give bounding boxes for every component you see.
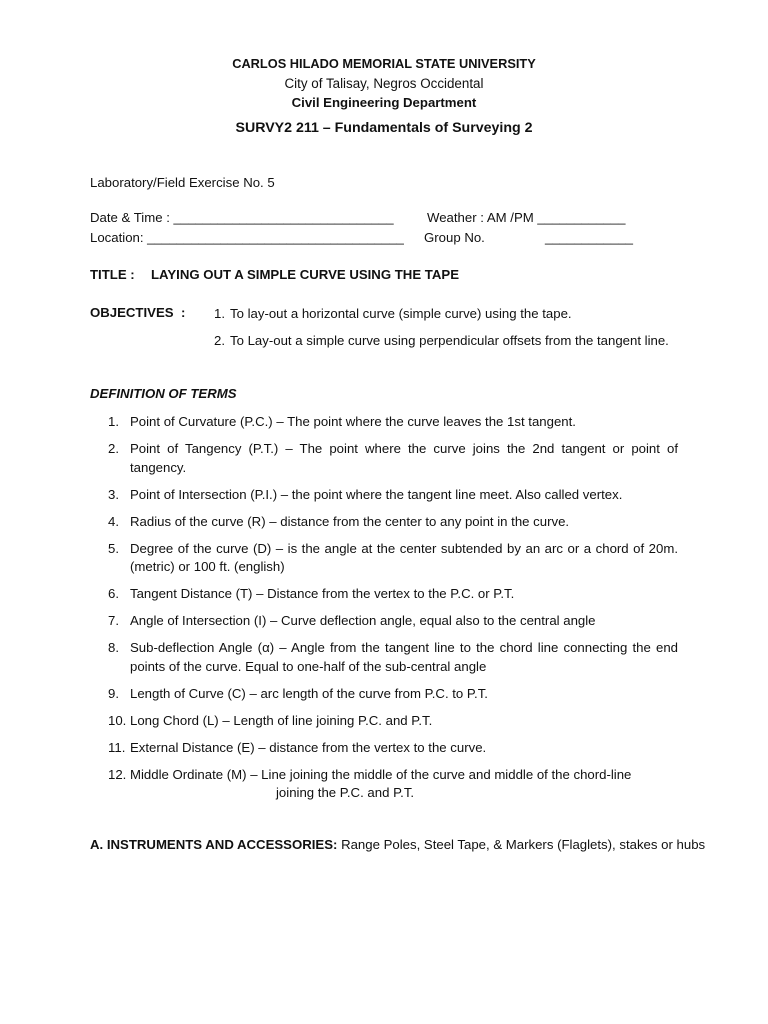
definition-item — [104, 486, 678, 505]
definition-text-block — [130, 766, 678, 803]
definition-item — [104, 712, 678, 731]
instruments-text: Range Poles, Steel Tape, & Markers (Flaglets), stakes or hubs — [341, 837, 706, 852]
objectives-label: OBJECTIVES — [90, 305, 174, 320]
definition-number: 6. — [108, 586, 119, 601]
definition-text: Point of Curvature (P.C.) – The point where the curve leaves the 1st tangent. — [130, 414, 576, 429]
definition-item — [104, 585, 678, 604]
university-name: CARLOS HILADO MEMORIAL STATE UNIVERSITY — [232, 56, 536, 71]
objective-text: To lay-out a horizontal curve (simple curve) using the tape. — [230, 306, 572, 321]
definition-text: Length of Curve (C) – arc length of the curve from P.C. to P.T. — [130, 685, 488, 701]
definition-number: 10. — [108, 712, 127, 728]
objectives-colon: : — [181, 305, 186, 320]
course-title: SURVY2 211 – Fundamentals of Surveying 2 — [235, 120, 533, 136]
group-label: Group No. — [424, 230, 485, 245]
location-field: Location: ___________________________________ — [90, 230, 404, 245]
objective-text: To Lay-out a simple curve using perpendicular offsets from the tangent line. — [230, 332, 669, 348]
definition-item — [104, 513, 678, 532]
definition-number: 3. — [108, 486, 119, 502]
definition-item — [104, 639, 678, 676]
definition-number: 7. — [108, 613, 119, 628]
definition-item — [104, 440, 678, 477]
date-time-field: Date & Time : ______________________________ — [90, 210, 394, 225]
definition-number: 2. — [108, 441, 119, 456]
definition-number: 5. — [108, 540, 119, 556]
instruments-label: A. INSTRUMENTS AND ACCESSORIES: — [90, 837, 338, 852]
definition-text: Long Chord (L) – Length of line joining P.C. and P.T. — [130, 712, 433, 728]
definitions-heading: DEFINITION OF TERMS — [90, 386, 237, 401]
objective-number: 2. — [214, 332, 225, 348]
definition-text: Point of Intersection (P.I.) – the point where the tangent line meet. Also called vertex. — [130, 486, 623, 502]
definition-text: Sub-deflection Angle (α) – Angle from the tangent line to the chord line connecting the end points of the curve. Equal to one-half of the sub-central angle — [130, 640, 678, 674]
group-blank: ____________ — [545, 230, 634, 245]
objectives-list — [214, 305, 678, 358]
definition-number: 1. — [108, 414, 119, 429]
definition-item — [104, 739, 678, 758]
definition-number: 8. — [108, 640, 119, 655]
title-label: TITLE : — [90, 267, 135, 282]
definition-item — [104, 766, 678, 803]
definition-text: Radius of the curve (R) – distance from the center to any point in the curve. — [130, 513, 570, 529]
definition-item — [104, 413, 678, 432]
definition-number: 12. — [108, 766, 127, 782]
definition-text: Middle Ordinate (M) – Line joining the middle of the curve and middle of the chord-line — [130, 766, 632, 782]
definition-text: Tangent Distance (T) – Distance from the vertex to the P.C. or P.T. — [130, 586, 515, 601]
definition-item — [104, 685, 678, 704]
definition-continuation: joining the P.C. and P.T. — [276, 785, 415, 800]
exercise-label: Laboratory/Field Exercise No. 5 — [90, 175, 275, 190]
university-city: City of Talisay, Negros Occidental — [284, 76, 484, 91]
definition-item — [104, 612, 678, 631]
title-text: LAYING OUT A SIMPLE CURVE USING THE TAPE — [151, 267, 459, 282]
objective-item — [214, 332, 678, 351]
definition-number: 11. — [108, 739, 126, 755]
definition-text: Point of Tangency (P.T.) – The point where the curve joins the 2nd tangent or point of tangency. — [130, 441, 678, 475]
definition-number: 4. — [108, 513, 119, 529]
definition-text: Degree of the curve (D) – is the angle at the center subtended by an arc or a chord of 20m. (metric) or 100 ft. (english) — [130, 540, 678, 574]
definition-text: External Distance (E) – distance from the vertex to the curve. — [130, 739, 487, 755]
instruments-line — [90, 837, 705, 852]
weather-field: Weather : AM /PM ____________ — [427, 210, 626, 225]
objective-item — [214, 305, 678, 324]
definition-item — [104, 540, 678, 577]
department-name: Civil Engineering Department — [291, 95, 477, 110]
definition-text: Angle of Intersection (I) – Curve deflection angle, equal also to the central angle — [130, 613, 596, 628]
definitions-list — [104, 413, 678, 811]
objective-number: 1. — [214, 306, 225, 321]
definition-number: 9. — [108, 685, 119, 701]
